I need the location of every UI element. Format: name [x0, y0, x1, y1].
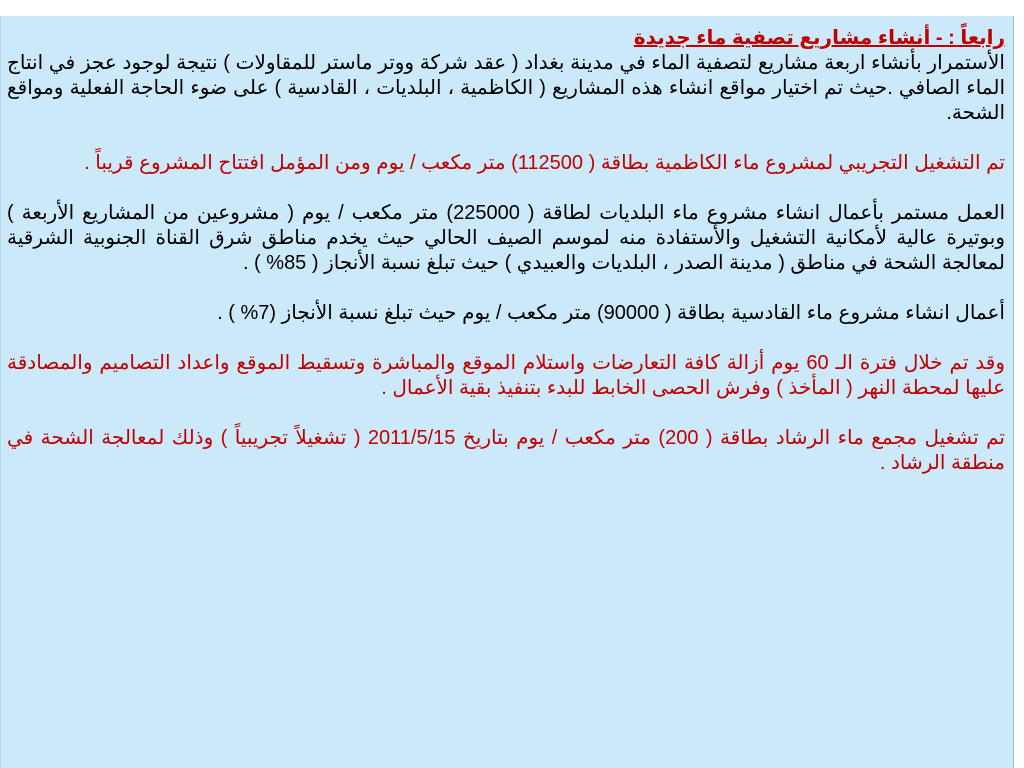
slide-background	[0, 16, 1014, 768]
paragraph-river-station: وقد تم خلال فترة الـ 60 يوم أزالة كافة التعارضات واستلام الموقع والمباشرة وتسقيط الموقع واعداد التصاميم والمصادقة عليها لمحطة النهر ( المأخذ ) وفرش الحصى الخابط للبدء بتنفيذ بقية الأعمال .	[7, 352, 1006, 399]
section-heading: رابعاً : - أنشاء مشاريع تصفية ماء جديدة	[633, 27, 1005, 49]
paragraph-qadisiya-progress: أعمال انشاء مشروع ماء القادسية بطاقة ( 90000) متر مكعب / يوم حيث تبلغ نسبة الأنجاز (7% ) .	[217, 302, 1005, 324]
slide-content	[7, 26, 1005, 501]
paragraph-rashad-complex: تم تشغيل مجمع ماء الرشاد بطاقة ( 200) متر مكعب / يوم بتاريخ 2011/5/15 ( تشغيلاً تجريبياً ) وذلك لمعالجة الشحة في منطقة الرشاد .	[7, 427, 1005, 474]
paragraph-baladiyat-progress: العمل مستمر بأعمال انشاء مشروع ماء البلديات لطاقة ( 225000) متر مكعب / يوم ( مشروعين من المشاريع الأربعة ) وبوتيرة عالية لأمكانية التشغيل والأستفادة منه لموسم الصيف الحالي حيث يخدم مناطق شرق القناة الجنوبية الشرقية لمعالجة الشحة في مناطق ( مدينة الصدر ، البلديات والعبيدي ) حيث تبلغ نسبة الأنجاز ( 85% ) .	[7, 202, 1006, 274]
paragraph-kadhimiya-trial: تم التشغيل التجريبي لمشروع ماء الكاظمية بطاقة ( 112500) متر مكعب / يوم ومن المؤمل افتتاح المشروع قريباً .	[84, 152, 1005, 174]
paragraph-expansion-projects: الأستمرار بأنشاء اربعة مشاريع لتصفية الماء في مدينة بغداد ( عقد شركة ووتر ماستر للمقاولات ) نتيجة لوجود عجز في انتاج الماء الصافي .حيث تم اختيار مواقع انشاء هذه المشاريع ( الكاظمية ، البلديات ، القادسية ) على ضوء الحاجة الفعلية ومواقع الشحة.	[7, 52, 1005, 124]
